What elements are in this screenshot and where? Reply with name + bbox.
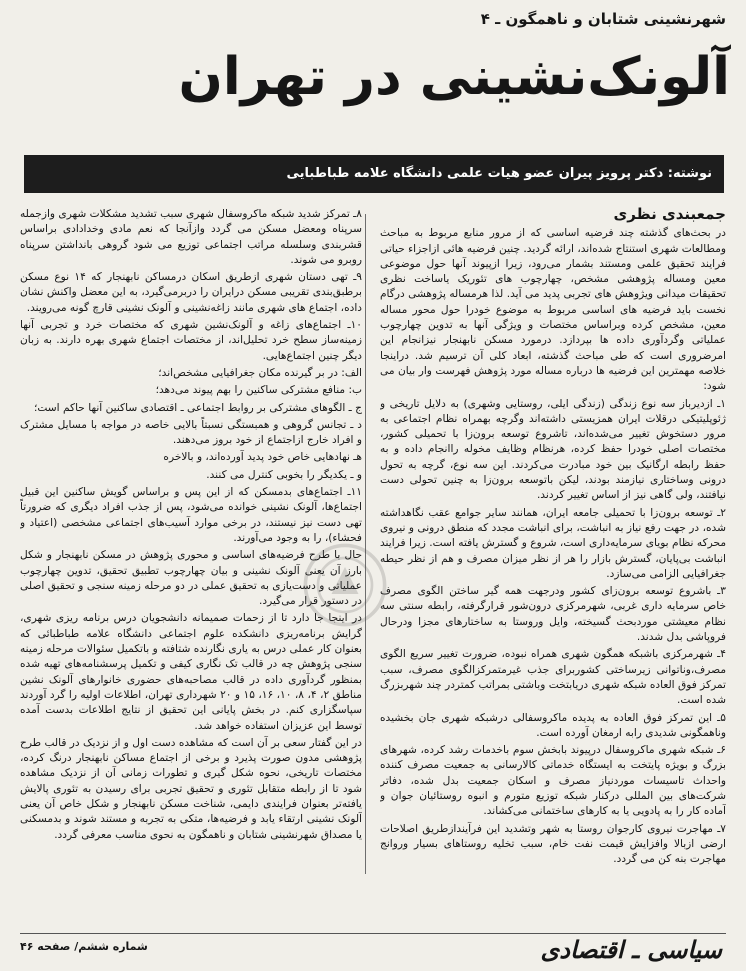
paragraph: ۵ـ این تمرکز فوق العاده به پدیده ماکروسفالی درشبکه شهری جان بخشیده وناهمگونی شدیدی رابه ارمغان آورده است. (380, 711, 726, 739)
paragraph: ۱ـ ازدیرباز سه نوع زندگی (زندگی ایلی، روستایی وشهری) به دلایل تاریخی و ژئوپلیتیکی درقلات ایران همزیستی داشته‌اند وگرچه بهمراه نظام اجتماعی به مرور دستخوش تغییر می‌شده‌اند، تاشروع توسعه برون‌زا با تحمیلی کشور، مختصات اصلی خودرا حفظ کرده، هرنظام وظایف مخوله راانجام داده و به حفظ رابطه ارگانیک بین خود مبادرت می‌کردند. این سه نوع، گرچه به تحول درونی وساختاری نیازمند بودند، لیکن باتوسعه برون‌زا به چنین تحولی دست نیافتند، ولی گاهی نیز از اساس تغییر کردند. (380, 397, 726, 502)
byline: نوشته: دکتر پرویز پیران عضو هیات علمی دانشگاه علامه طباطبایی (286, 166, 712, 181)
paragraph: الف: در بر گیرنده مکان جغرافیایی مشخص‌اند؛ (158, 366, 362, 379)
paragraph: ۶ـ شبکه شهری ماکروسفال درپیوند بابخش سوم باخدمات رشد کرده، شهرهای بزرگ و بویژه پایتخت به ایستگاه خدماتی کالارسانی به جمعیت مصرف کننده واحداث تاسیسات موردنیاز مصرف و اسکان جمعیت بدل شده، دفاتر شرکت‌های بین المللی درکنار شبکه توزیع متورم و انبوه روستائیان جوان و آماده کار را به پادویی یا به کارهای ساختمانی می‌کشاند. (380, 744, 726, 818)
paragraph: ب: منافع مشترکی ساکنین را بهم پیوند می‌دهد؛ (155, 384, 362, 397)
main-title: آلونک‌نشینی در تهران (178, 47, 730, 107)
footer-rule (20, 933, 726, 934)
section-heading: جمعبندی نظری (613, 207, 726, 223)
paragraph: هـ نهادهایی خاص خود پدید آورده‌اند، و بالاخره (163, 451, 362, 464)
watermark-seal-icon (300, 540, 390, 630)
paragraph: در این گفتار سعی بر آن است که مشاهده دست اول و از نزدیک در قالب طرح پژوهشی مدون صورت پذیرد و برخی از اجتماع مساکن نابهنجار درنگ کرده، مختصات تاریخی، نحوه شکل گیری و تطورات زمانی آن از نزدیک مشاهده شود تا از رابطه متقابل تئوری و تحقیق تجربی برای رسیدن به تئوری پالایش یافته‌تر بعنوان فرایندی دایمی، شناخت مسکن نابهنجار و شکل خاص آن یعنی آلونک نشینی ارتقاء یابد و فرضیه‌ها، متکی به تجربه و مستند شوند و بدمسکنی یا مصداق شهرنشینی شتابان و ناهمگون به نحوی مناسب معرفی گردد. (20, 736, 362, 841)
paragraph: ۱۱ـ اجتماع‌های بدمسکن که از این پس و براساس گویش ساکنین این قبیل اجتماع‌ها، آلونک نشینی خوانده می‌شود، پس از جذب افراد دیگری که ضرورتاً تهی دست نیز نیستند، در برخی موارد آسیب‌های اجتماعی مشخصی (اعتیاد و فحشاء)، را به وجود می‌آورند. (20, 486, 362, 544)
paragraph: ۱۰ـ اجتماع‌های زاغه و آلونک‌نشین شهری که مختصات خرد و تجربی آنها زمینه‌ساز سطح خرد تحلیل‌اند، از مختصات اجتماع شهری بهره دارند. به زبان دیگر چنین اجتماع‌هایی. (20, 319, 362, 362)
paragraph: در بحث‌های گذشته چند فرضیه اساسی که از مرور منابع مربوط به مباحث ومطالعات شهری استنتاج شده‌اند، ارائه گردید. چنین فرضیه هائی ازاجزاء حیاتی فرایند تحقیق علمی ومستند بشمار می‌رود، زیرا ازپیوند آنها حول موضوعی معین ومساله پژوهشی مشخص، چهارچوب های تئوریک یاساخت نظری تحقیقات میدانی ویژوهش های تجربی پدید می آید. لذا هرمساله پژوهشی درگام نخست باید فرضیه های اساسی مربوط به موضوع خودرا حول محور مساله معین، مشخص کرده وبراساس مختصات و ویژگی آنها به تدوین چهارچوب عملیاتی وگردآوری داده ها بپردازد. درمورد مسکن نابهنجار نیزانجام این امرضروری است که طی مباحث گذشته، ابعاد کلی آن ترسیم شد. دراینجا خلاصه مهمترین این فرضیه ها درباره مساله مورد پژوهش فهرست وار بیان می شود: (380, 227, 726, 393)
paragraph: و ـ یکدیگر را بخوبی کنترل می کنند. (206, 468, 362, 481)
paragraph: ۳ـ باشروع توسعه برون‌زای کشور ودرجهت همه گیر ساختن الگوی مصرف خاص سرمایه داری غربی، شهرمرکزی درون‌شور قرارگرفته، رابطه سنتی سه نظام معیشتی موردبحث گسیخته، وایل وروستا به ساختارهای مجزا ودرحال فروپاشی بدل شدند. (380, 585, 726, 644)
series-title: شهرنشینی شتابان و ناهمگون ـ ۴ (480, 10, 726, 28)
issue-page-number: شماره ششم/ صفحه ۴۶ (20, 940, 148, 953)
paragraph: ۲ـ توسعه برون‌زا با تحمیلی جامعه ایران، همانند سایر جوامع عقب نگاهداشته شده، در جهت رفع نیاز به انباشت، برای انباشت مجدد که منطق درونی و نیروی محرکه نظام بویای سرمایه‌داری است، شروع و گسترش یافته است. زیرا فرایند انباشت بی‌پایان، گسترش بازار را هر از نظر میزان مصرف و هم از نظر حیطه جغرافیایی الزامی می‌سازد. (380, 506, 726, 580)
byline-bar (24, 155, 724, 193)
magazine-logo: سیاسی ـ اقتصادی (540, 936, 722, 964)
paragraph: ۹ـ تهی دستان شهری ازطریق اسکان درمساکن نابهنجار که ۱۴ نوع مسکن برطبق‌بندی تقریبی مسکن درایران را دربرمی‌گیرد، به این معضل واکنش نشان داده، اجتماع های شهری مانند زاغه‌نشینی و آلونک نشینی قارچ گونه می‌رویند. (20, 271, 362, 314)
paragraph: ۴ـ شهرمرکزی باشبکه همگون شهری همراه نبوده، ضرورت تغییر سریع الگوی مصرف،وناتوانی زیرساختی کشوربرای جذب غیرمتمرکزالگوی مصرف، سبب تمرکز فوق العاده شبکه شهری دریابتخت وباشتی بمراتب کمتردر چند شهربزرگ شده است. (380, 648, 726, 707)
paragraph: د ـ تجانس گروهی و همبستگی نسبتاً بالایی خاصه در مواجه با مسایل مشترک و افراد خارج ازاجتماع از خود بروز می‌دهند. (20, 418, 362, 447)
paragraph: ۷ـ مهاجرت نیروی کارجوان روستا به شهر وتشدید این فرآیندازطریق اصلاحات ارضی ازبالا وافزایش قیمت نفت خام، سبب تخلیه روستاهای بسیار وروانج مهاجرت بنه کن می گردد. (380, 822, 726, 866)
right-column (380, 207, 726, 879)
paragraph: ج ـ الگوهای مشترکی بر روابط اجتماعی ـ اقتصادی ساکنین آنها حاکم است؛ (34, 401, 362, 414)
paragraph: ۸ـ تمرکز شدید شبکه ماکروسفال شهری سبب تشدید مشکلات شهری وازجمله سرپناه ومعضل مسکن می گردد وازآنجا که نعم مادی وخدادادی براساس قشربندی وسلسله مراتب اجتماعی توزیع می شود گروهی بانداشتن سرپناه روبرو می شوند. (20, 208, 362, 266)
paragraph: حال با طرح فرضیه‌های اساسی و محوری پژوهش در مسکن نابهنجار و شکل بارز آن یعنی آلونک نشینی و بیان چهارچوب تطبیق تحقیق، تدوین چهارچوب عملیاتی و دست‌یازی به تحقیق عملی در دو مرحله زمینه‌ سنجی و تحقیق اصلی در دستور قرار می‌گیرد. (20, 549, 362, 608)
paragraph: در اینجا جا دارد تا از زحمات صمیمانه دانشجویان درس برنامه ریزی شهری، گرایش برنامه‌ریزی دانشکده علوم اجتماعی دانشگاه علامه طباطبائی که بعنوان کار عملی درس به یاری نگارنده شتافته و باتکمیل سئوالات مرحله زمینه سنجی پژوهش چه در قالب تک نگاری کیفی و تکمیل پرسشنامه‌های تهیه شده بمنظور گردآوری داده در قالب مصاحبه‌های حضوری خانوارهای آلونک نشین مناطق ۲، ۴، ۸، ۱۰، ۱۶، ۱۵ و ۲۰ شهرداری تهران، اطلاعات اولیه را گرد آوردند سپاسگزاری کنم. در بخش پایانی این تحقیق از نتایج اطلاعات بدست آمده توسط این عزیزان استفاده خواهد شد. (20, 612, 362, 732)
